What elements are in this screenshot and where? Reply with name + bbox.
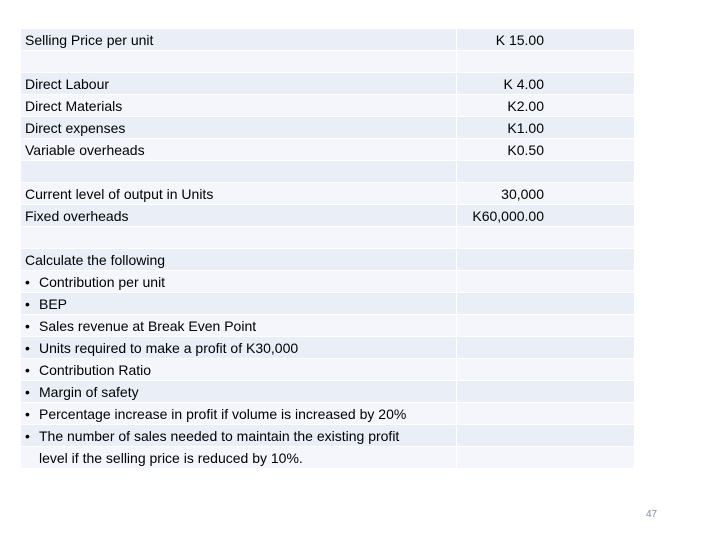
table-row xyxy=(21,183,635,205)
bullet-icon: • xyxy=(25,361,30,378)
bullet-icon: • xyxy=(25,427,30,444)
task-text: Margin of safety xyxy=(39,383,139,400)
row-value xyxy=(457,51,635,73)
row-label xyxy=(21,271,457,293)
task-text: Sales revenue at Break Even Point xyxy=(39,317,257,334)
row-label xyxy=(21,359,457,381)
table-row xyxy=(21,117,635,139)
bullet-icon: • xyxy=(25,383,30,400)
bullet-icon: • xyxy=(25,295,30,312)
row-value xyxy=(457,381,635,403)
bullet-icon: • xyxy=(25,339,30,356)
task-list-item xyxy=(21,425,635,447)
table-row xyxy=(21,227,635,249)
task-list-item xyxy=(21,315,635,337)
row-label xyxy=(21,51,457,73)
task-text: Percentage increase in profit if volume is increased by 20% xyxy=(39,405,407,422)
table-row xyxy=(21,29,635,51)
row-label: level if the selling price is reduced by 10%. xyxy=(21,447,457,469)
task-list-item xyxy=(21,293,635,315)
row-label: Current level of output in Units xyxy=(21,183,457,205)
task-text: Contribution Ratio xyxy=(39,361,152,378)
row-value: K 15.00 xyxy=(457,29,635,51)
bullet-icon: • xyxy=(25,317,30,334)
row-value xyxy=(457,161,635,183)
table-row xyxy=(21,139,635,161)
row-label: Direct Labour xyxy=(21,73,457,95)
row-label xyxy=(21,337,457,359)
row-label: Calculate the following xyxy=(21,249,457,271)
row-value: K1.00 xyxy=(457,117,635,139)
row-value xyxy=(457,315,635,337)
task-text: Units required to make a profit of K30,000 xyxy=(39,339,299,356)
row-value xyxy=(457,447,635,469)
row-label: Variable overheads xyxy=(21,139,457,161)
row-label xyxy=(21,161,457,183)
page-number: 47 xyxy=(646,509,658,520)
row-value xyxy=(457,403,635,425)
row-label xyxy=(21,293,457,315)
table-row xyxy=(21,95,635,117)
row-value: K60,000.00 xyxy=(457,205,635,227)
table-row xyxy=(21,205,635,227)
row-value xyxy=(457,271,635,293)
bullet-icon: • xyxy=(25,273,30,290)
row-label xyxy=(21,403,457,425)
table-row xyxy=(21,51,635,73)
row-label xyxy=(21,425,457,447)
task-list-item xyxy=(21,359,635,381)
task-list-item xyxy=(21,337,635,359)
row-value: 30,000 xyxy=(457,183,635,205)
task-text: BEP xyxy=(39,295,68,312)
table-row xyxy=(21,73,635,95)
row-label: Fixed overheads xyxy=(21,205,457,227)
row-value xyxy=(457,425,635,447)
row-value xyxy=(457,227,635,249)
row-value: K 4.00 xyxy=(457,73,635,95)
row-value xyxy=(457,293,635,315)
row-value xyxy=(457,359,635,381)
row-value xyxy=(457,249,635,271)
row-label: Direct Materials xyxy=(21,95,457,117)
row-label xyxy=(21,227,457,249)
row-value: K2.00 xyxy=(457,95,635,117)
row-value: K0.50 xyxy=(457,139,635,161)
task-continuation-row xyxy=(21,447,635,469)
bullet-icon: • xyxy=(25,405,30,422)
row-label xyxy=(21,381,457,403)
task-text: The number of sales needed to maintain the existing profit xyxy=(39,427,400,444)
row-value xyxy=(457,337,635,359)
table-row xyxy=(21,249,635,271)
task-text: Contribution per unit xyxy=(39,273,166,290)
data-table xyxy=(20,28,635,469)
table-row xyxy=(21,161,635,183)
task-list-item xyxy=(21,403,635,425)
task-list-item xyxy=(21,271,635,293)
row-label: Direct expenses xyxy=(21,117,457,139)
row-label xyxy=(21,315,457,337)
task-list-item xyxy=(21,381,635,403)
row-label: Selling Price per unit xyxy=(21,29,457,51)
